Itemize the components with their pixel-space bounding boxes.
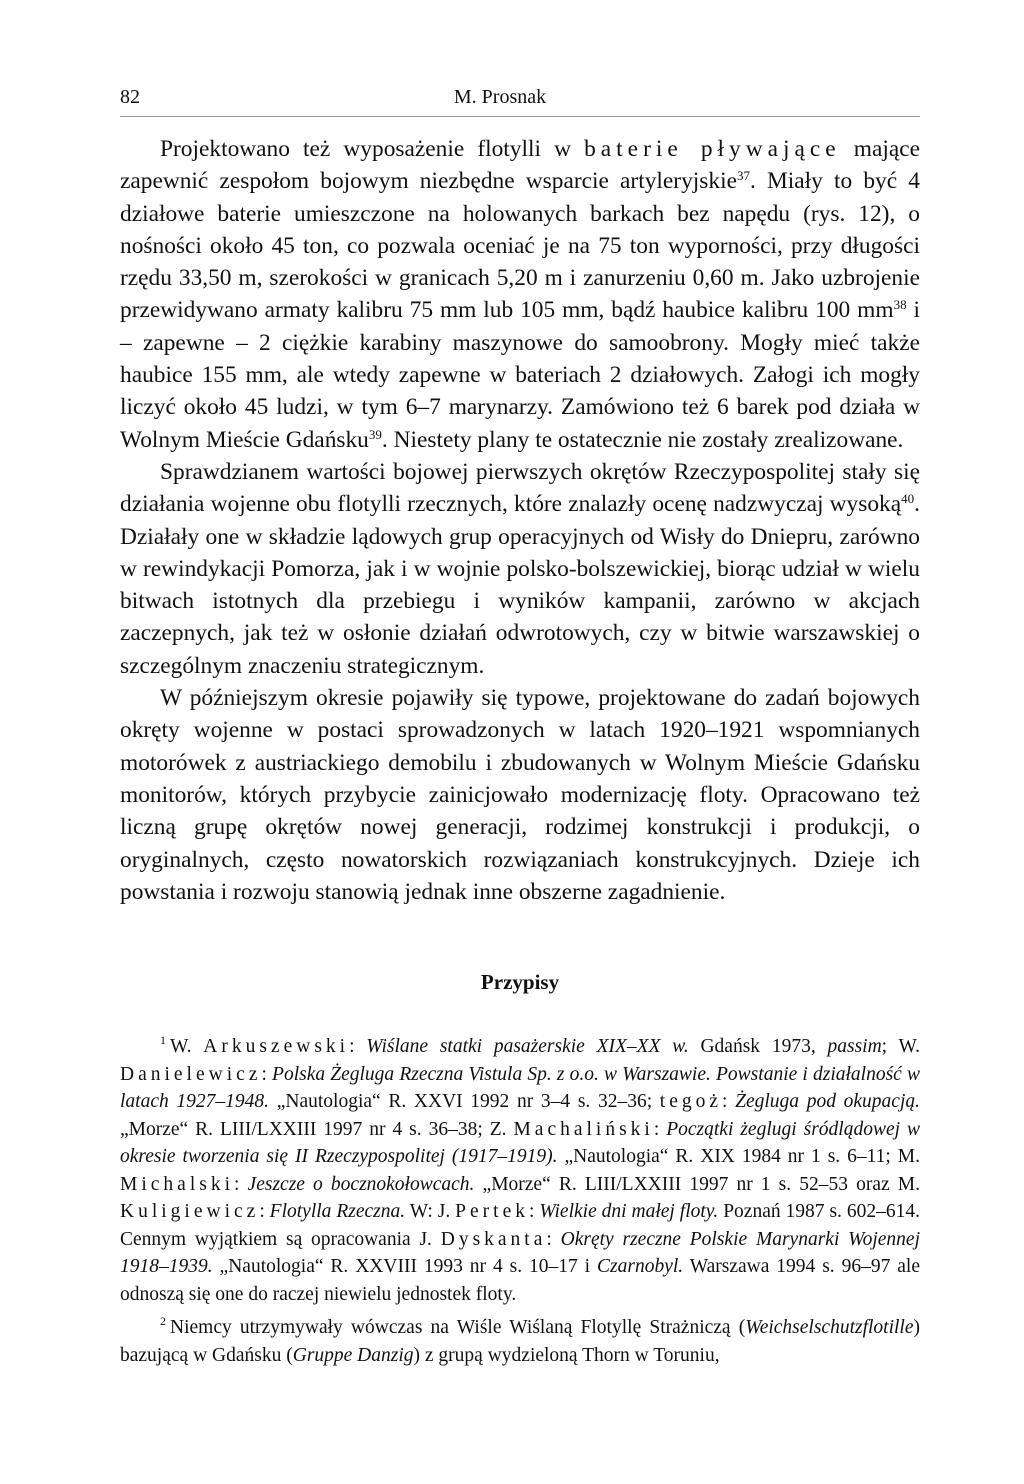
page-header <box>120 86 920 117</box>
spaced-emphasis: baterie pływające <box>584 136 841 162</box>
author-name: Machaliński <box>513 1118 654 1140</box>
author-name: Michalski <box>120 1173 234 1195</box>
page-number: 82 <box>120 86 140 108</box>
footnote-ref-37: 37 <box>736 168 750 184</box>
work-title: Czarnobyl. <box>597 1256 684 1278</box>
author-name: Kuligiewicz <box>120 1201 260 1223</box>
footnote-ref-38: 38 <box>893 297 907 313</box>
work-title: Żegluga pod okupacją. <box>735 1091 920 1113</box>
work-title: Polska Żegluga Rzeczna Vistula Sp. z o.o. w Warszawie. Powstanie i działalność w latach 1927–1948. <box>120 1063 920 1113</box>
footnote-ref-40: 40 <box>901 491 915 507</box>
footnote-1: $^1$ W. Arkuszewski: Wiślane statki pasażerskie XIX–XX w. Gdańsk 1973, passim; W. Danielewicz: Polska Żegluga Rzeczna Vistula Sp. z o.o. w Warszawie. Powstanie i działalność w latach 1927–1948. „Nautologia“ R. XXVI 1992 nr 3–4 s. 32–36; tegoż: Żegluga pod okupacją. „Morze“ R. LIII/LXXIII 1997 nr 4 s. 36–38; Z. Machaliński: Początki żeglugi śródlądowej w okresie tworzenia się II Rzeczypospolitej (1917–1919). „Nautologia“ R. XIX 1984 nr 1 s. 6–11; M. Michalski: Jeszcze o bocznokołowcach. „Morze“ R. LIII/LXXIII 1997 nr 1 s. 52–53 oraz M. Kuligiewicz: Flotylla Rzeczna. W: J. Pertek: Wielkie dni małej floty. Poznań 1987 s. 602–614. Cennym wyjątkiem są opracowania J. Dyskanta: Okręty rzeczne Polskie Marynarki Wojennej 1918–1939. „Nautologia“ R. XXVIII 1993 nr 4 s. 10–17 i Czarnobyl. Warszawa 1994 s. 96–97 ale odnoszą się one do raczej niewielu jednostek floty. <box>120 1033 921 1305</box>
work-title: Początki żeglugi śródlądowej w okresie tworzenia się II Rzeczypospolitej (1917–1919). <box>120 1118 920 1168</box>
paragraph-2: Sprawdzianem wartości bojowej pierwszych okrętów Rzeczypospolitej stały się działania wojenne obu flotylli rzecznych, które znalazły ocenę nadzwyczaj wysoką$^{40}$. Działały one w składzie lądowych grup operacyjnych od Wisły do Dniepru, zarówno w rewindykacji Pomorza, jak i w wojnie polsko-bolszewickiej, biorąc udział w wielu bitwach istotnych dla przebiegu i wyników kampanii, zarówno w akcjach zaczepnych, jak też w osłonie działań odwrotowych, czy w bitwie warszawskiej o szczególnym znaczeniu strategicznym. <box>120 458 920 679</box>
footnote-number: 2 <box>160 1314 166 1329</box>
foreign-term: Gruppe Danzig <box>292 1344 414 1366</box>
footnote-ref-39: 39 <box>368 426 382 442</box>
footnote-number: 1 <box>160 1033 166 1048</box>
paragraph-3: W późniejszym okresie pojawiły się typowe, projektowane do zadań bojowych okręty wojenne w postaci sprowadzonych w latach 1920–1921 wspomnianych motorówek z austriackiego demobilu i zbudowanych w Wolnym Mieście Gdańsku monitorów, których przybycie zainicjowało modernizację floty. Opracowano też liczną grupę okrętów nowej generacji, rodzimej konstrukcji i produkcji, o oryginalnych, często nowatorskich rozwiązaniach konstrukcyjnych. Dzieje ich powstania i rozwoju stanowią jednak inne obszerne zagadnienie. <box>120 685 920 905</box>
document-page <box>120 86 920 1369</box>
author-name: tegoż <box>659 1091 723 1113</box>
work-title: Okręty rzeczne Polskie Marynarki Wojennej 1918–1939. <box>120 1228 921 1278</box>
author-name: Pertek <box>455 1201 529 1223</box>
foreign-term: Weichselschutzflotille <box>745 1317 914 1339</box>
work-title: Wiślane statki pasażerskie XIX–XX w. <box>366 1036 689 1058</box>
work-title: Wielkie dni małej floty. <box>539 1201 719 1223</box>
author-name: Danielewicz <box>120 1063 262 1085</box>
paragraph-1: Projektowano też wyposażenie flotylli w baterie pływające mające zapewnić zespołom bojowym niezbędne wsparcie artyleryjskie$^{37}$. Miały to być 4 działowe baterie umieszczone na holowanych barkach bez napędu (rys. 12), o nośności około 45 ton, co pozwala oceniać je na 75 ton wyporności, przy długości rzędu 33,50 m, szerokości w granicach 5,20 m i zanurzeniu 0,60 m. Jako uzbrojenie przewidywano armaty kalibru 75 mm lub 105 mm, bądź haubice kalibru 100 $mm^{38}$ i – zapewne – 2 ciężkie karabiny maszynowe do samoobrony. Mogły mieć także haubice 155 mm, ale wtedy zapewne w bateriach 2 działowych. Załogi ich mogły liczyć około 45 ludzi, w tym 6–7 marynarzy. Zamówiono też 6 barek pod działa w Wolnym Mieście Gdańsku$^{39}$. Niestety plany te ostatecznie nie zostały zrealizowane. <box>120 136 920 453</box>
author-name: Dyskanta <box>440 1228 547 1250</box>
author-name: Arkuszewski <box>203 1036 350 1058</box>
work-title: Flotylla Rzeczna. <box>269 1201 406 1223</box>
footnotes <box>120 1033 920 1369</box>
body-text <box>120 133 920 908</box>
running-head: M. Prosnak <box>453 86 547 108</box>
footnote-2: $^2$ Niemcy utrzymywały wówczas na Wiśle Wiślaną Flotyllę Strażniczą (Weichselschutzflotille) bazującą w Gdańsku (Gruppe Danzig) z grupą wydzieloną Thorn w Toruniu, <box>120 1314 920 1366</box>
section-title: Przypisy <box>480 970 560 995</box>
work-title: Jeszcze o bocznokołowcach. <box>247 1173 475 1195</box>
